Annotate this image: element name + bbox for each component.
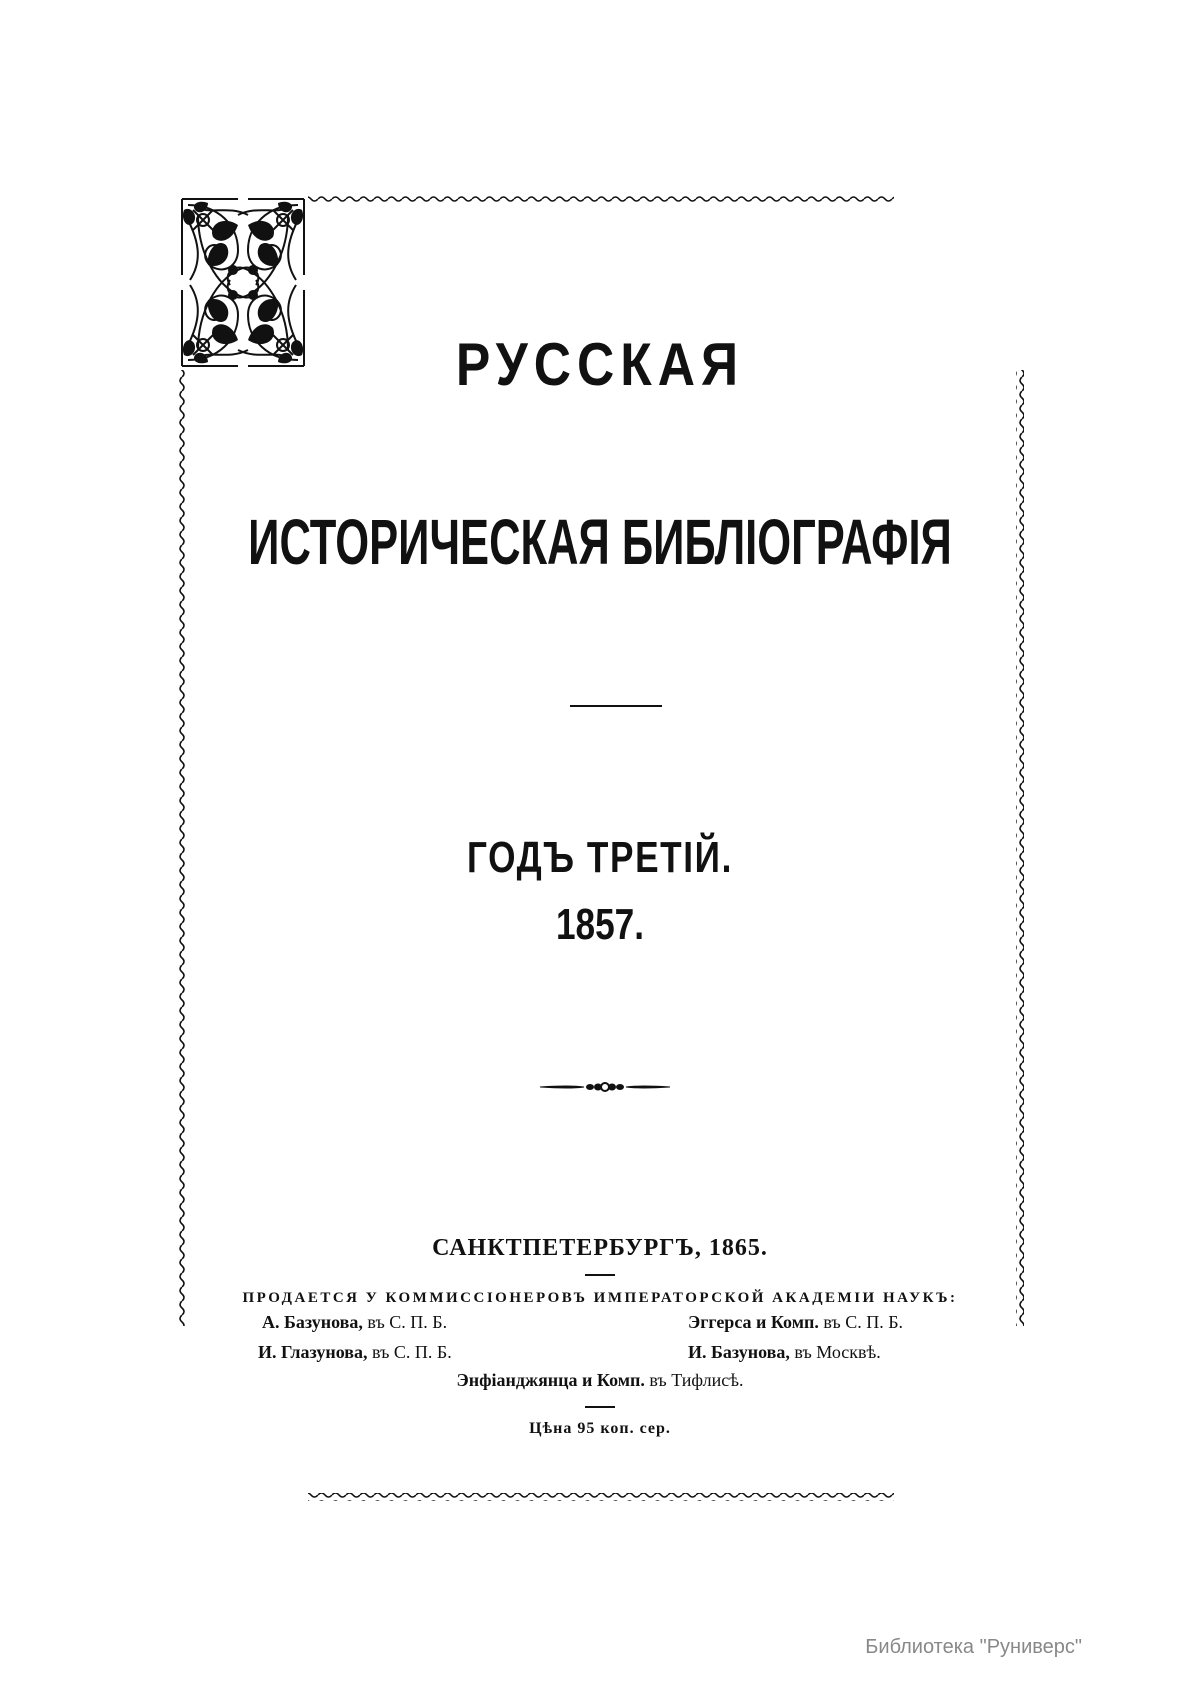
seller-name: И. Глазунова, bbox=[258, 1342, 368, 1362]
top-wave-border bbox=[308, 195, 894, 203]
watermark: Библиотека "Руниверс" bbox=[865, 1636, 1082, 1658]
seller-entry bbox=[0, 1370, 1200, 1391]
divider-rule-small bbox=[585, 1274, 615, 1276]
title-line-2: ИСТОРИЧЕСКАЯ БИБЛІОГРАФІЯ bbox=[248, 506, 952, 578]
seller-entry bbox=[688, 1312, 903, 1333]
imprint: САНКТПЕТЕРБУРГЪ, 1865. bbox=[432, 1235, 768, 1261]
seller-place: въ Москвѣ. bbox=[789, 1342, 881, 1362]
seller-place: въ С. П. Б. bbox=[818, 1312, 904, 1332]
divider-rule-small bbox=[585, 1406, 615, 1408]
ornamental-divider bbox=[540, 1080, 670, 1094]
seller-name: И. Базунова, bbox=[688, 1342, 790, 1362]
sold-by-line: ПРОДАЕТСЯ У КОММИССІОНЕРОВЪ ИМПЕРАТОРСКОЙ АКАДЕМІИ НАУКЪ: bbox=[242, 1290, 958, 1306]
seller-entry bbox=[262, 1312, 447, 1333]
seller-entry bbox=[688, 1342, 881, 1363]
bottom-wave-border bbox=[308, 1493, 894, 1501]
seller-name: А. Базунова, bbox=[262, 1312, 363, 1332]
seller-place: въ С. П. Б. bbox=[367, 1342, 452, 1362]
seller-name: Эггерса и Комп. bbox=[688, 1312, 819, 1332]
year: 1857. bbox=[555, 900, 645, 949]
title-line-1: РУССКАЯ bbox=[455, 331, 745, 398]
divider-rule bbox=[570, 705, 662, 707]
year-label: ГОДЪ ТРЕТІЙ. bbox=[467, 833, 733, 882]
seller-entry bbox=[258, 1342, 452, 1363]
seller-place: въ С. П. Б. bbox=[362, 1312, 448, 1332]
seller-name: Энфiанджянца и Комп. bbox=[456, 1370, 645, 1390]
price: Цѣна 95 коп. сер. bbox=[529, 1420, 671, 1437]
seller-place: въ Тифлисѣ. bbox=[644, 1370, 744, 1390]
